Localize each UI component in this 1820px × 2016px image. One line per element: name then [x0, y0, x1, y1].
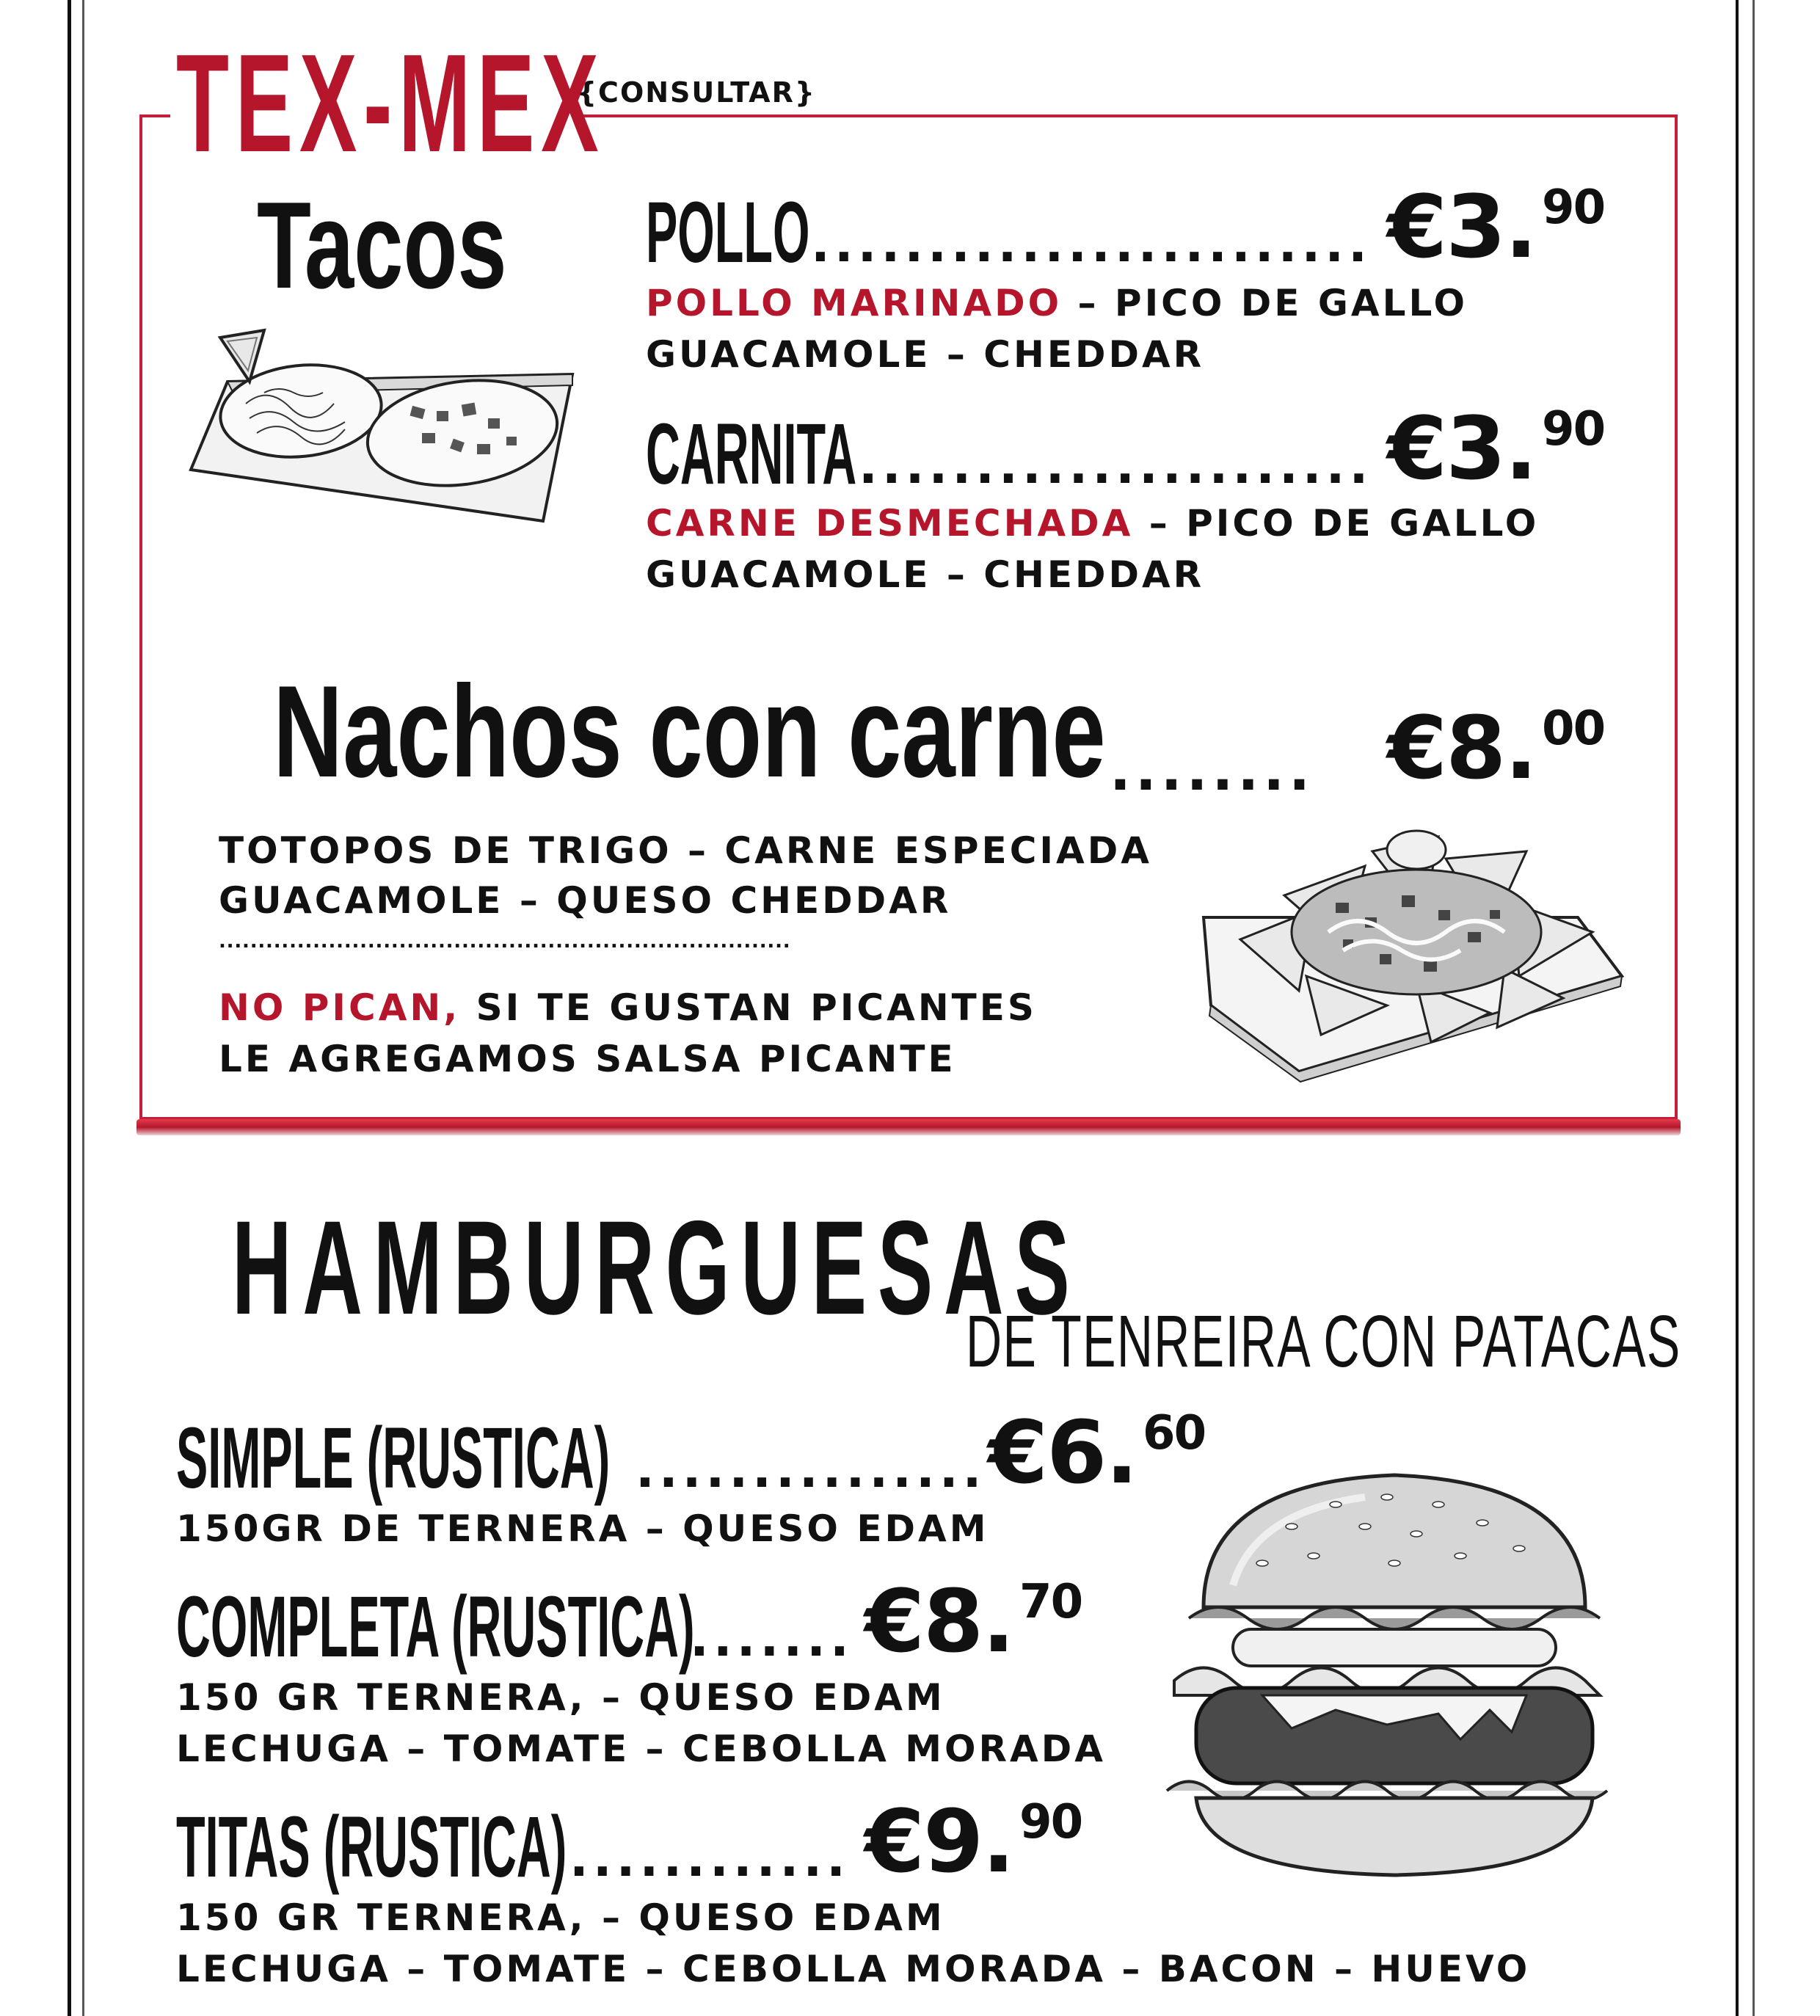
taco-pollo-desc-2: GUACAMOLE – CHEDDAR — [646, 333, 1205, 376]
burger-titas-name: TITAS (RUSTICA) — [176, 1799, 567, 1896]
desc-highlight: CARNE DESMECHADA — [646, 502, 1134, 545]
burger-simple-desc-1: 150GR DE TERNERA – QUESO EDAM — [176, 1507, 989, 1550]
burger-completa-name: COMPLETA (RUSTICA) — [176, 1579, 695, 1675]
burger-titas-dots: ............ — [569, 1830, 850, 1888]
price-cents: 00 — [1542, 702, 1605, 756]
price-main: €6. — [988, 1402, 1138, 1503]
burger-simple-name: SIMPLE (RUSTICA) — [176, 1410, 611, 1507]
taco-carnita-name: CARNITA — [646, 406, 857, 503]
section-divider — [136, 1119, 1681, 1135]
burger-titas-desc-1: 150 GR TERNERA, – QUESO EDAM — [176, 1896, 945, 1939]
texmex-title: TEX-MEX — [176, 26, 605, 181]
desc-highlight: POLLO MARINADO — [646, 282, 1063, 324]
price-cents: 90 — [1542, 402, 1605, 456]
desc-rest: – PICO DE GALLO — [1062, 282, 1468, 324]
tacos-heading: Tacos — [257, 176, 507, 314]
taco-pollo-name: POLLO — [646, 184, 810, 281]
burgers-subtitle-wrap — [966, 1300, 1820, 1383]
burger-completa-desc-1: 150 GR TERNERA, – QUESO EDAM — [176, 1676, 945, 1719]
burger-completa-price — [864, 1571, 1082, 1672]
taco-pollo-dots: ........................ — [811, 216, 1372, 274]
price-main: €3. — [1387, 176, 1537, 277]
price-cents: 60 — [1143, 1406, 1206, 1460]
nachos-name: Nachos con carne — [273, 658, 1106, 804]
tacos-plate-icon — [176, 323, 587, 543]
burger-titas-desc-2: LECHUGA – TOMATE – CEBOLLA MORADA – BACON – HUEVO — [176, 1948, 1531, 1990]
burger-icon — [1145, 1460, 1644, 1886]
taco-pollo-desc — [646, 282, 1468, 324]
price-cents: 90 — [1019, 1795, 1082, 1849]
nachos-plate-icon — [1196, 807, 1629, 1086]
taco-carnita-dots: ...................... — [859, 437, 1373, 495]
burger-completa-desc-2: LECHUGA – TOMATE – CEBOLLA MORADA — [176, 1728, 1106, 1770]
taco-carnita-price — [1387, 398, 1605, 499]
taco-pollo-price — [1387, 176, 1605, 277]
burgers-subtitle: DE TENREIRA CON PATACAS — [966, 1300, 1681, 1383]
nachos-desc-2: GUACAMOLE – QUESO CHEDDAR — [219, 879, 952, 922]
nachos-price — [1387, 697, 1605, 798]
frame-left-line — [68, 0, 71, 2016]
price-main: €8. — [1387, 697, 1537, 798]
nachos-desc-1: TOTOPOS DE TRIGO – CARNE ESPECIADA — [219, 829, 1152, 872]
frame-right-line-outer — [1752, 0, 1755, 2016]
note-rest: SI TE GUSTAN PICANTES — [460, 986, 1037, 1029]
note-highlight: NO PICAN, — [219, 986, 461, 1029]
nachos-note — [219, 986, 1037, 1029]
price-cents: 90 — [1542, 181, 1605, 235]
texmex-note: {CONSULTAR} — [577, 76, 816, 109]
burger-titas-price — [864, 1791, 1082, 1892]
tacos-heading-wrap — [257, 176, 604, 314]
burgers-title: HAMBURGUESAS — [232, 1193, 1081, 1342]
nachos-dots: ........ — [1110, 738, 1314, 803]
burger-completa-dots: ....... — [690, 1610, 853, 1668]
nachos-note-2: LE AGREGAMOS SALSA PICANTE — [219, 1038, 956, 1080]
taco-carnita-desc — [646, 502, 1540, 545]
price-main: €8. — [864, 1571, 1014, 1672]
burger-simple-dots: ............... — [636, 1441, 986, 1499]
price-main: €9. — [864, 1791, 1014, 1892]
price-cents: 70 — [1019, 1575, 1082, 1629]
taco-carnita-desc-2: GUACAMOLE – CHEDDAR — [646, 553, 1205, 596]
frame-left-line-inner — [82, 0, 84, 2016]
desc-rest: – PICO DE GALLO — [1133, 502, 1540, 545]
price-main: €3. — [1387, 398, 1537, 499]
texmex-box-top-left — [139, 114, 170, 117]
frame-right-line — [1736, 0, 1739, 2016]
nachos-separator: ......................................................................... — [219, 931, 791, 953]
